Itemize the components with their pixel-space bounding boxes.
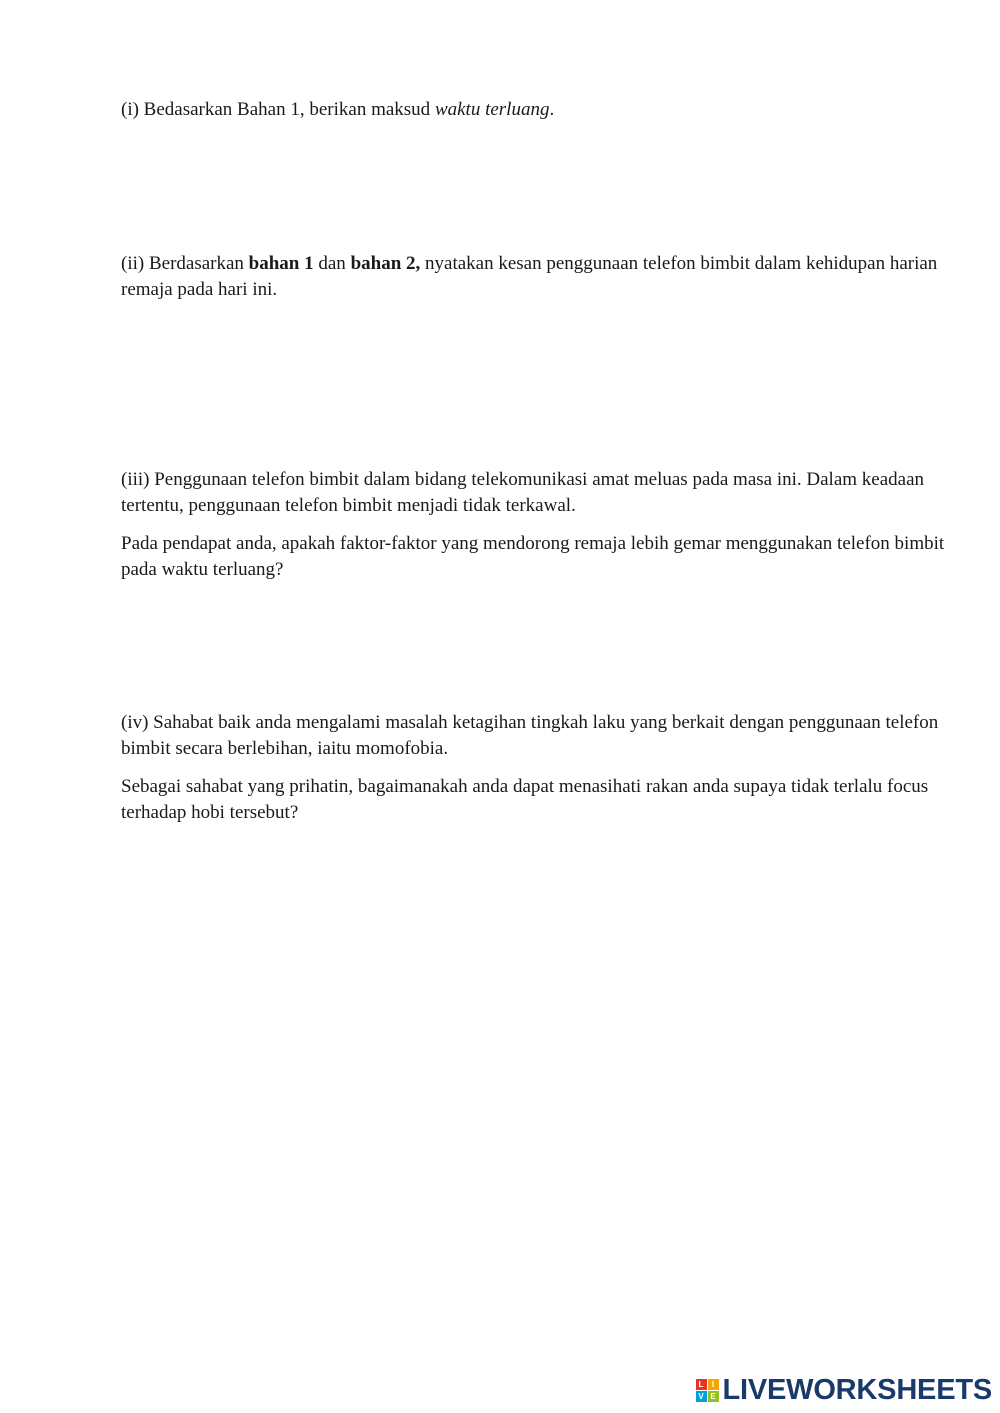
question-3-prompt: Pada pendapat anda, apakah faktor-faktor yang mendorong remaja lebih gemar menggunakan telefon bimbit pada waktu terluang? xyxy=(121,533,945,580)
question-1 xyxy=(121,97,951,123)
question-3-paragraph-2 xyxy=(121,531,951,583)
question-3-paragraph-1 xyxy=(121,467,951,519)
question-2 xyxy=(121,251,951,303)
question-4-paragraph-1 xyxy=(121,710,951,762)
question-4-paragraph-2 xyxy=(121,774,951,826)
bahan-2-ref: bahan 2, xyxy=(350,253,421,274)
bahan-1-ref: bahan 1 xyxy=(248,253,314,274)
question-2-text-start: (ii) Berdasarkan xyxy=(121,253,249,274)
badge-letter-i: I xyxy=(708,1379,719,1390)
question-3-context: (iii) Penggunaan telefon bimbit dalam bidang telekomunikasi amat meluas pada masa ini. Dalam keadaan tertentu, penggunaan telefon bimbit menjadi tidak terkawal. xyxy=(121,469,925,516)
liveworksheets-badge-icon xyxy=(696,1379,719,1402)
liveworksheets-logo xyxy=(696,1373,993,1407)
question-2-text-and: dan xyxy=(313,253,351,274)
badge-letter-l: L xyxy=(696,1379,707,1390)
question-3 xyxy=(121,467,951,583)
question-2-text-end: nyatakan kesan penggunaan telefon bimbit dalam kehidupan harian remaja pada hari ini. xyxy=(121,253,938,300)
question-1-paragraph-1 xyxy=(121,97,951,123)
badge-letter-e: E xyxy=(708,1391,719,1402)
term-waktu-terluang: waktu terluang xyxy=(434,99,550,120)
logo-text: LIVEWORKSHEETS xyxy=(722,1374,992,1406)
question-1-text: (i) Bedasarkan Bahan 1, berikan maksud xyxy=(121,99,435,120)
question-4-context: (iv) Sahabat baik anda mengalami masalah ketagihan tingkah laku yang berkait dengan penggunaan telefon bimbit secara berlebihan, iaitu momofobia. xyxy=(121,712,939,759)
question-2-paragraph-1 xyxy=(121,251,951,303)
badge-letter-v: V xyxy=(696,1391,707,1402)
question-4 xyxy=(121,710,951,826)
question-4-prompt: Sebagai sahabat yang prihatin, bagaimanakah anda dapat menasihati rakan anda supaya tidak terlalu focus terhadap hobi tersebut? xyxy=(121,776,929,823)
question-1-period: . xyxy=(549,99,555,120)
